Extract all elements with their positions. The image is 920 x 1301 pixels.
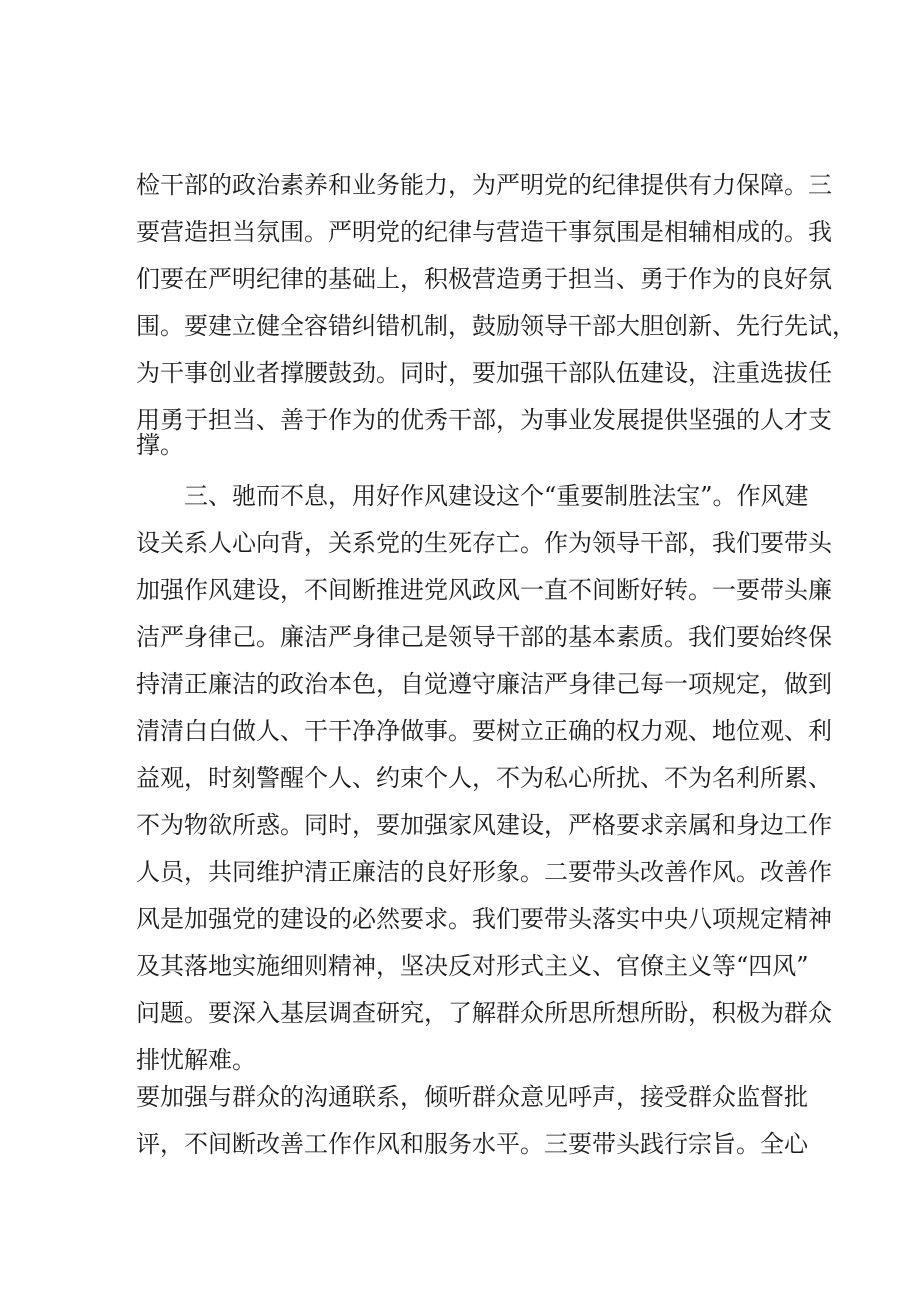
text-line: 评，不间断改善工作作风和服务水平。三要带头践行宗旨。全心 — [136, 1130, 808, 1158]
text-line: 排忧解难。 — [136, 1046, 256, 1074]
text-line: 为干事创业者撑腰鼓劲。同时，要加强干部队伍建设，注重选拔任 — [136, 359, 832, 387]
text-line: 们要在严明纪律的基础上，积极营造勇于担当、勇于作为的良好氛 — [136, 265, 832, 293]
text-line: 要营造担当氛围。严明党的纪律与营造干事氛围是相辅相成的。我 — [136, 218, 832, 246]
text-line: 洁严身律己。廉洁严身律己是领导干部的基本素质。我们要始终保 — [136, 623, 832, 651]
text-line: 人员，共同维护清正廉洁的良好形象。二要带头改善作风。改善作 — [136, 858, 832, 886]
section-heading-line: 三、驰而不息，用好作风建设这个“重要制胜法宝”。作风建 — [184, 482, 809, 510]
text-line: 及其落地实施细则精神，坚决反对形式主义、官僚主义等“四风” — [136, 952, 809, 980]
text-line: 加强作风建设，不间断推进党风政风一直不间断好转。一要带头廉 — [136, 576, 832, 604]
text-line: 设关系人心向背，关系党的生死存亡。作为领导干部，我们要带头 — [136, 529, 832, 557]
text-line: 不为物欲所惑。同时，要加强家风建设，严格要求亲属和身边工作 — [136, 811, 832, 839]
text-line: 撑。 — [136, 431, 184, 459]
text-line: 益观，时刻警醒个人、约束个人，不为私心所扰、不为名利所累、 — [136, 764, 832, 792]
text-line: 问题。要深入基层调查研究，了解群众所思所想所盼，积极为群众 — [136, 999, 832, 1027]
text-line: 围。要建立健全容错纠错机制，鼓励领导干部大胆创新、先行先试， — [136, 312, 856, 340]
text-line: 检干部的政治素养和业务能力，为严明党的纪律提供有力保障。三 — [136, 171, 832, 199]
text-line: 风是加强党的建设的必然要求。我们要带头落实中央八项规定精神 — [136, 905, 832, 933]
text-line: 持清正廉洁的政治本色，自觉遵守廉洁严身律己每一项规定，做到 — [136, 670, 832, 698]
text-line: 要加强与群众的沟通联系，倾听群众意见呼声，接受群众监督批 — [136, 1083, 808, 1111]
text-line: 清清白白做人、干干净净做事。要树立正确的权力观、地位观、利 — [136, 717, 832, 745]
text-line: 用勇于担当、善于作为的优秀干部，为事业发展提供坚强的人才支 — [136, 406, 832, 434]
